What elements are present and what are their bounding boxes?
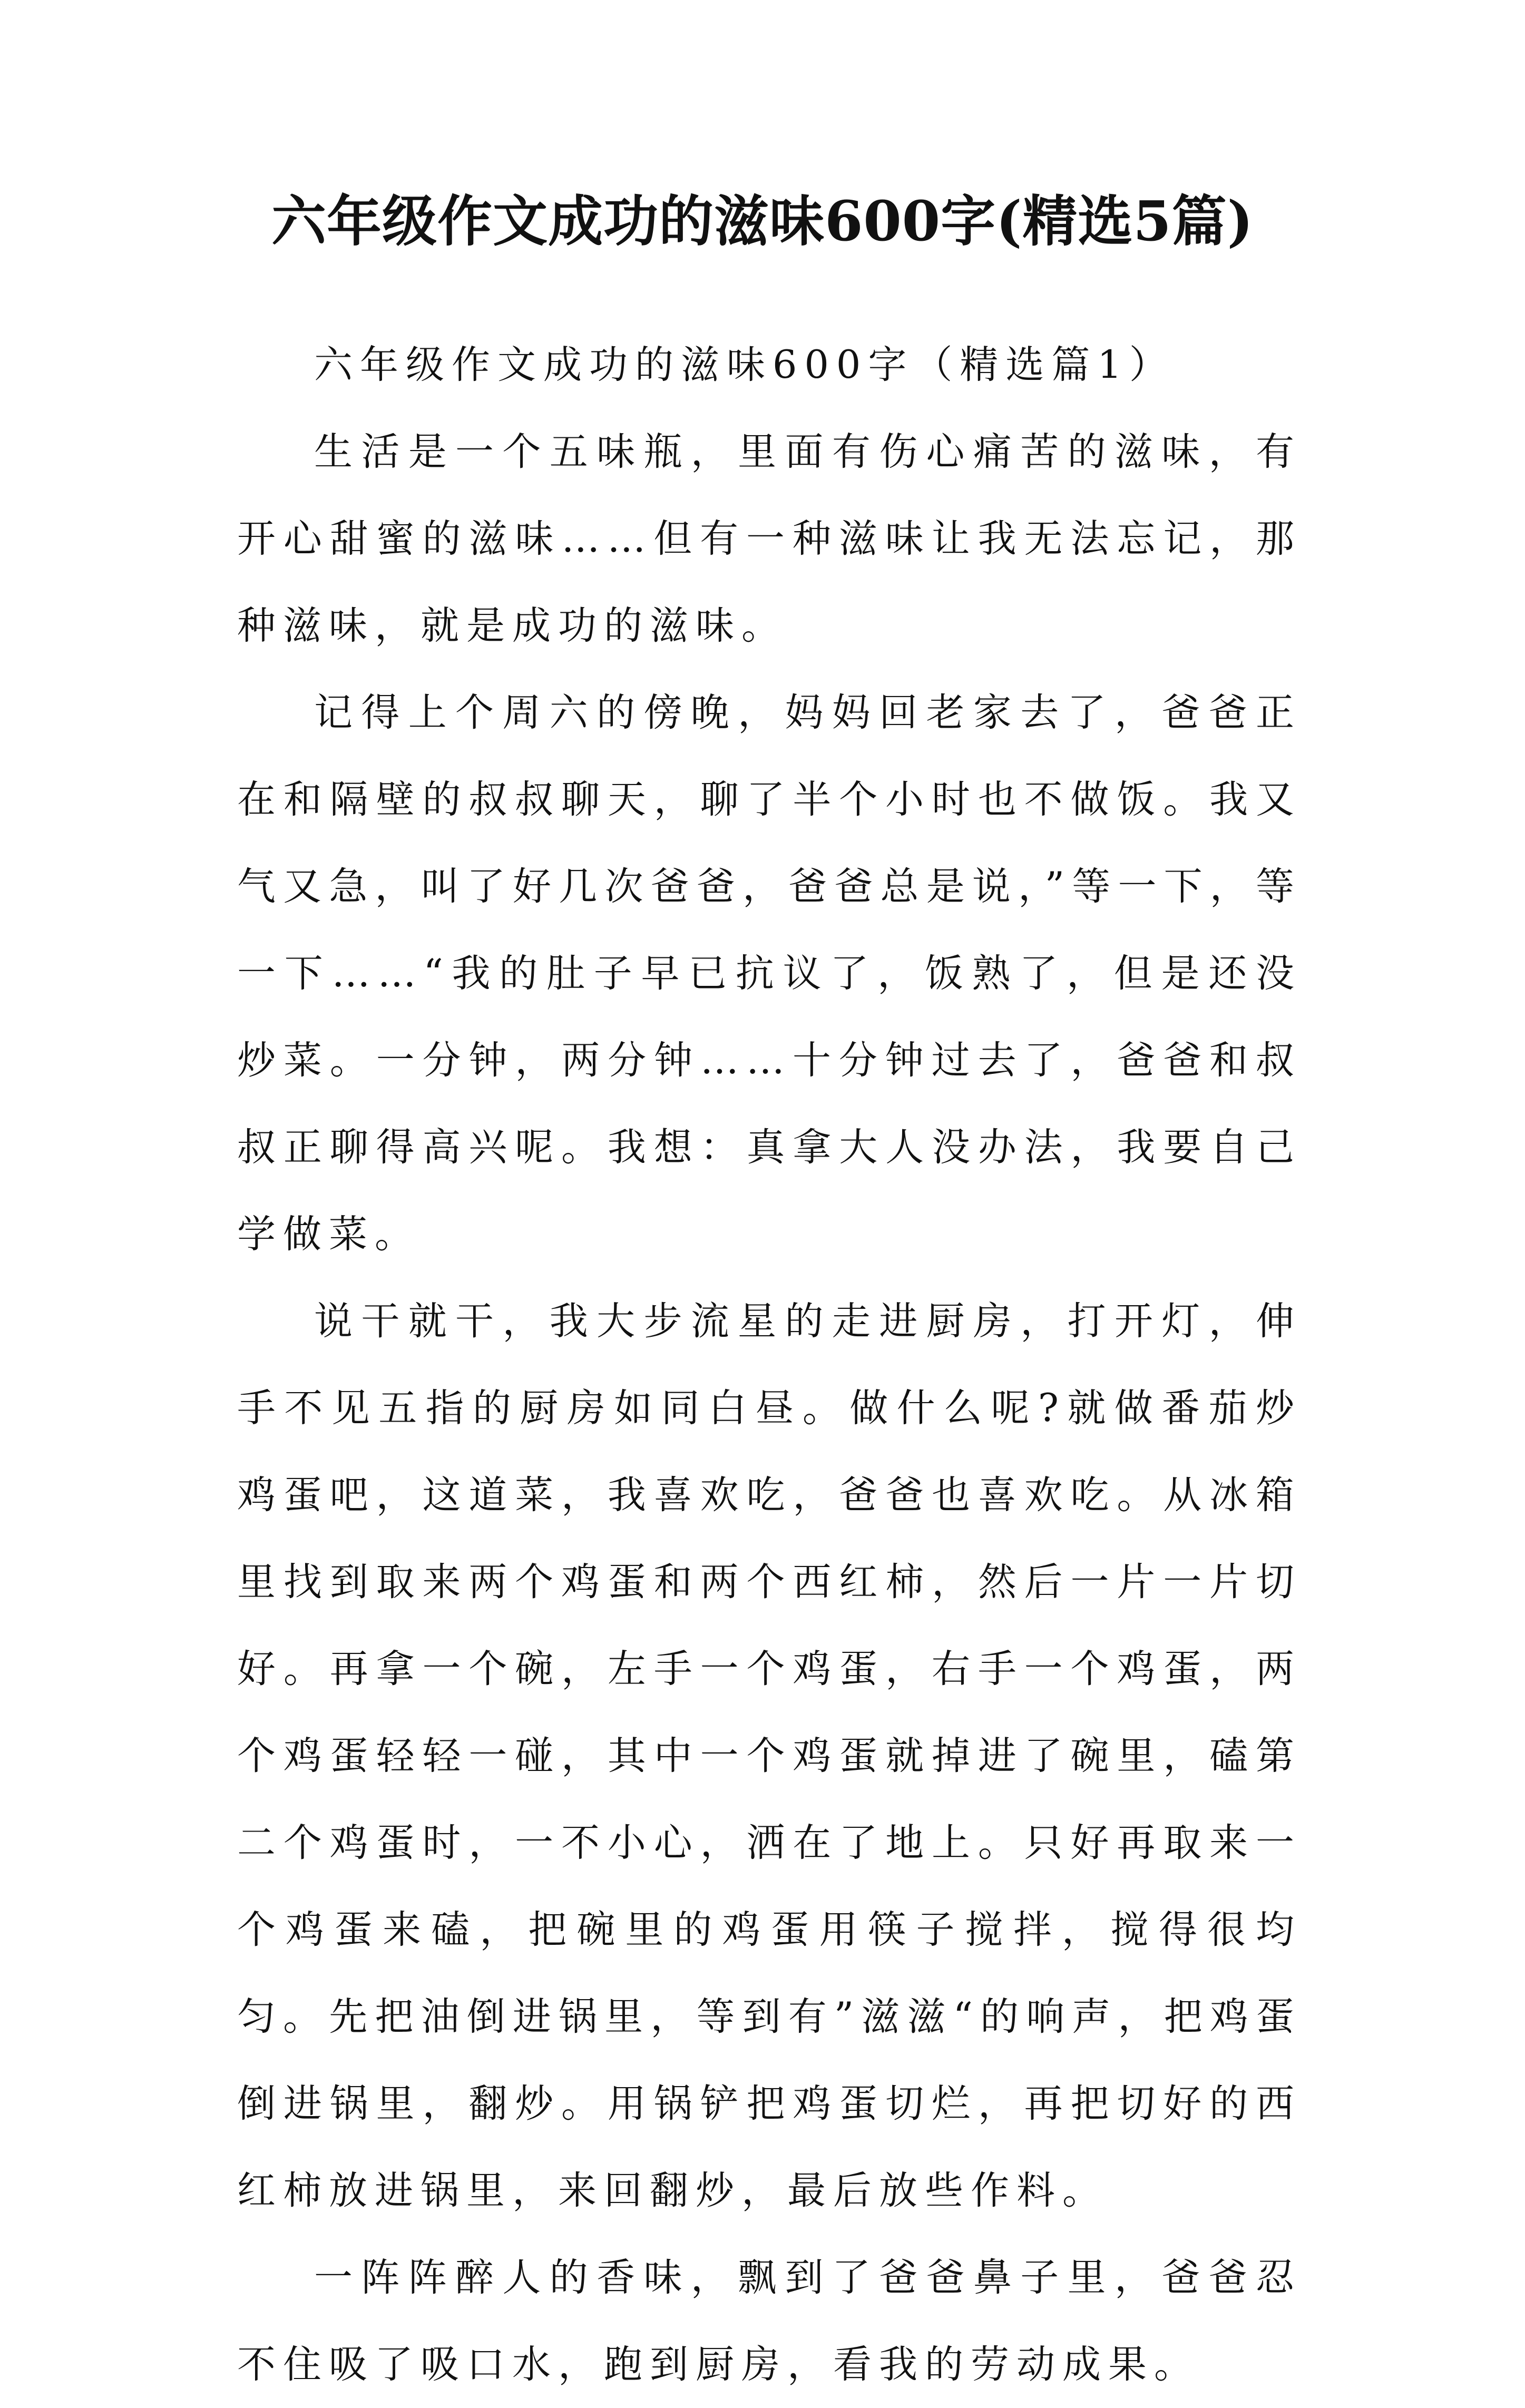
paragraph: 一阵阵醉人的香味，飘到了爸爸鼻子里，爸爸忍不住吸了吸口水，跑到厨房，看我的劳动成果。 — [237, 2255, 1302, 2387]
paragraph: 生活是一个五味瓶，里面有伤心痛苦的滋味，有开心甜蜜的滋味……但有一种滋味让我无法忘记，那种滋味，就是成功的滋味。 — [237, 429, 1302, 648]
section-heading: 六年级作文成功的滋味600字（精选篇1） — [314, 342, 1175, 387]
paragraph: 说干就干，我大步流星的走进厨房，打开灯，伸手不见五指的厨房如同白昼。做什么呢?就做番茄炒鸡蛋吧，这道菜，我喜欢吃，爸爸也喜欢吃。从冰箱里找到取来两个鸡蛋和两个西红柿，然后一片一片切好。再拿一个碗，左手一个鸡蛋，右手一个鸡蛋，两个鸡蛋轻轻一碰，其中一个鸡蛋就掉进了碗里，磕第二个鸡蛋时，一不小心，洒在了地上。只好再取来一个鸡蛋来磕，把碗里的鸡蛋用筷子搅拌，搅得很均匀。先把油倒进锅里，等到有”滋滋“的响声，把鸡蛋倒进锅里，翻炒。用锅铲把鸡蛋切烂，再把切好的西红柿放进锅里，来回翻炒，最后放些作料。 — [237, 1299, 1302, 2213]
document-title: 六年级作文成功的滋味600字(精选5篇) — [271, 189, 1254, 253]
document-body — [237, 321, 1302, 2408]
paragraph: 记得上个周六的傍晚，妈妈回老家去了，爸爸正在和隔壁的叔叔聊天，聊了半个小时也不做饭。我又气又急，叫了好几次爸爸，爸爸总是说，”等一下，等一下……“我的肚子早已抗议了，饭熟了，但是还没炒菜。一分钟，两分钟……十分钟过去了，爸爸和叔叔正聊得高兴呢。我想：真拿大人没办法，我要自己学做菜。 — [237, 690, 1302, 1257]
